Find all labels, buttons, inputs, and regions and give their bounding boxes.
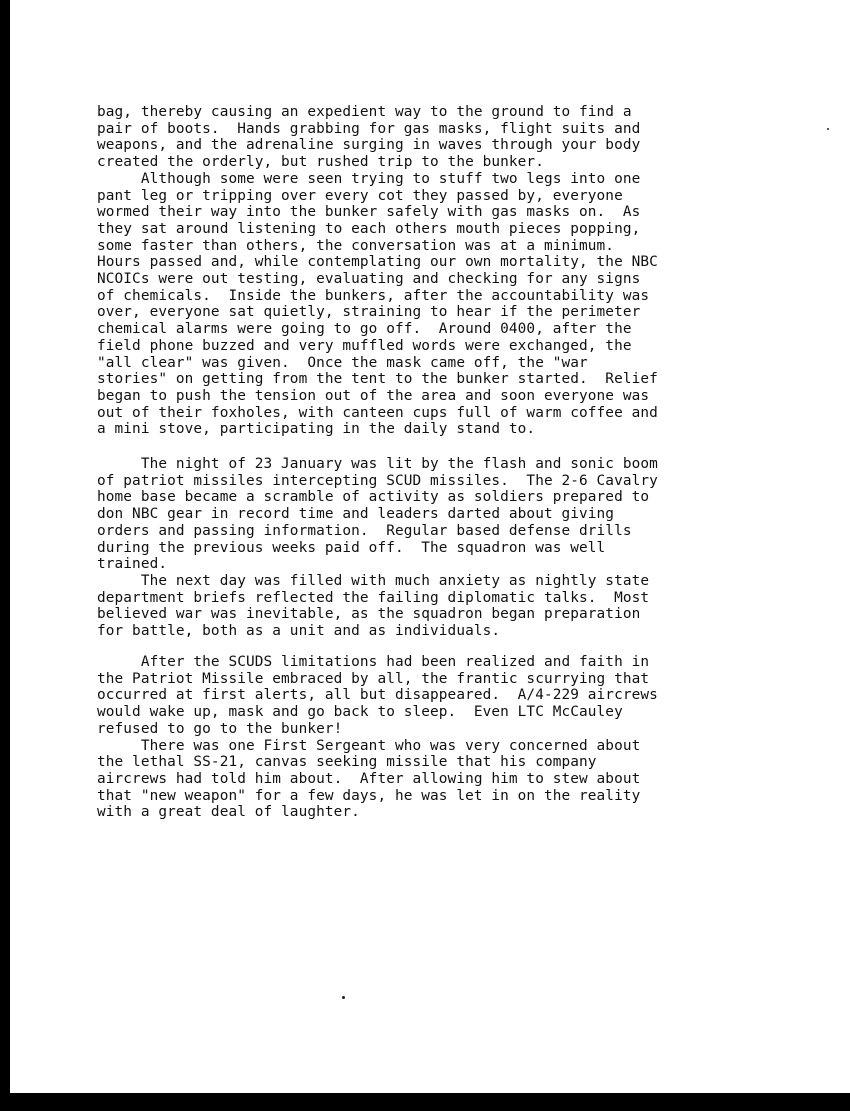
text-line: of chemicals. Inside the bunkers, after the accountability was [97, 287, 650, 304]
text-line: refused to go to the bunker! [97, 720, 343, 737]
paragraph-5 [97, 654, 658, 737]
paragraph-3 [97, 456, 658, 572]
text-line: they sat around listening to each others mouth pieces popping, [97, 220, 641, 237]
text-line: over, everyone sat quietly, straining to hear if the perimeter [97, 304, 641, 321]
text-line: wormed their way into the bunker safely with gas masks on. As [97, 204, 641, 221]
text-section-3 [97, 654, 658, 821]
text-line: home base became a scramble of activity as soldiers prepared to [97, 489, 650, 506]
text-line: with a great deal of laughter. [97, 804, 360, 821]
text-line: pair of boots. Hands grabbing for gas masks, flight suits and [97, 120, 641, 137]
scan-speck [827, 128, 829, 130]
text-line: out of their foxholes, with canteen cups full of warm coffee and [97, 404, 658, 421]
text-line: NCOICs were out testing, evaluating and checking for any signs [97, 271, 641, 288]
text-line: the Patriot Missile embraced by all, the frantic scurrying that [97, 670, 650, 687]
text-line: After the SCUDS limitations had been realized and faith in [97, 654, 650, 670]
text-line: would wake up, mask and go back to sleep. Even LTC McCauley [97, 704, 623, 721]
text-line: department briefs reflected the failing diplomatic talks. Most [97, 589, 650, 606]
text-line: some faster than others, the conversation was at a minimum. [97, 237, 615, 254]
text-line: Although some were seen trying to stuff two legs into one [97, 170, 641, 187]
paragraph-2 [97, 171, 658, 438]
text-line: trained. [97, 556, 168, 573]
text-line: created the orderly, but rushed trip to the bunker. [97, 154, 544, 171]
text-line: began to push the tension out of the area and soon everyone was [97, 387, 650, 404]
text-line: occurred at first alerts, all but disappeared. A/4-229 aircrews [97, 687, 658, 704]
text-line: don NBC gear in record time and leaders darted about giving [97, 506, 615, 523]
text-line: chemical alarms were going to go off. Around 0400, after the [97, 321, 632, 338]
text-line: for battle, both as a unit and as individuals. [97, 623, 501, 640]
text-line: stories" on getting from the tent to the bunker started. Relief [97, 371, 658, 388]
text-line: field phone buzzed and very muffled words were exchanged, the [97, 337, 632, 354]
text-line: believed war was inevitable, as the squadron began preparation [97, 606, 641, 623]
text-line: Hours passed and, while contemplating our own mortality, the NBC [97, 254, 658, 271]
scan-speck [342, 996, 345, 999]
text-line: weapons, and the adrenaline surging in waves through your body [97, 137, 641, 154]
scan-bottom-border [0, 1093, 850, 1111]
text-section-1 [97, 104, 658, 438]
text-section-2 [97, 456, 658, 640]
paragraph-1 [97, 104, 640, 170]
paragraph-6 [97, 738, 640, 821]
text-line: There was one First Sergeant who was very concerned about [97, 737, 641, 754]
paragraph-4 [97, 573, 649, 639]
text-line: pant leg or tripping over every cot they passed by, everyone [97, 187, 623, 204]
text-line: of patriot missiles intercepting SCUD missiles. The 2-6 Cavalry [97, 472, 658, 489]
text-line: orders and passing information. Regular based defense drills [97, 522, 632, 539]
text-line: The night of 23 January was lit by the flash and sonic boom [97, 456, 658, 472]
text-line: "all clear" was given. Once the mask came off, the "war [97, 354, 588, 371]
text-line: The next day was filled with much anxiety as nightly state [97, 572, 650, 589]
text-line: that "new weapon" for a few days, he was let in on the reality [97, 787, 641, 804]
text-line: during the previous weeks paid off. The squadron was well [97, 539, 606, 556]
text-line: the lethal SS-21, canvas seeking missile that his company [97, 754, 597, 771]
text-line: aircrews had told him about. After allowing him to stew about [97, 770, 641, 787]
text-line: a mini stove, participating in the daily stand to. [97, 421, 536, 438]
text-line: bag, thereby causing an expedient way to the ground to find a [97, 104, 632, 120]
scan-left-border [0, 0, 10, 1093]
